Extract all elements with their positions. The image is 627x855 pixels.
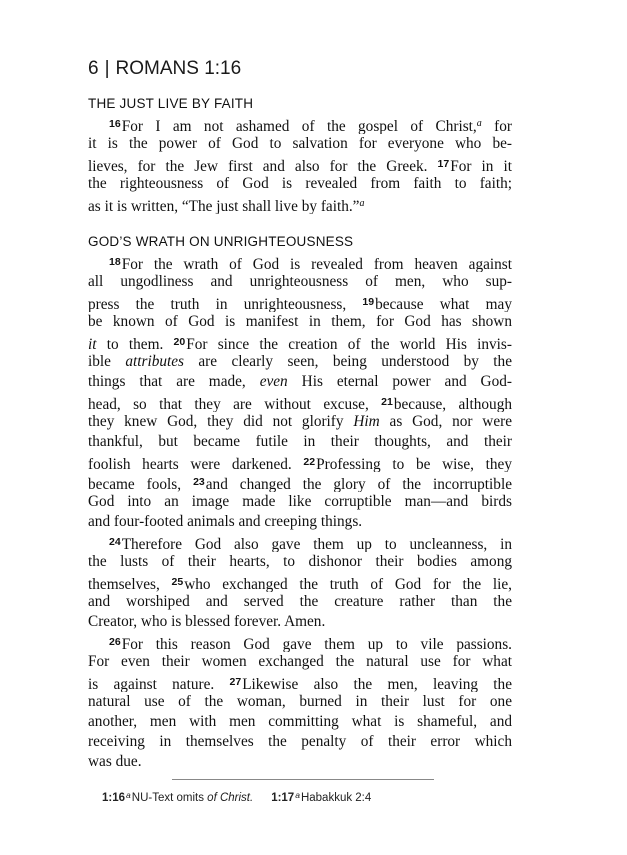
- footnote-mark: a: [126, 790, 131, 800]
- running-head: [88, 58, 241, 80]
- text-line: lieves, for the Jew first and also for the Greek. $^{17}$For in it: [88, 158, 512, 174]
- text-line: it is the power of God to salvation for everyone who be-: [88, 135, 512, 152]
- text-line: they knew God, they did not glorify Him as God, nor were: [88, 413, 512, 430]
- text-line: foolish hearts were darkened. $^{22}$Professing to be wise, they: [88, 456, 512, 472]
- footnotes: [102, 790, 371, 804]
- text-line: and worshiped and served the creature rather than the: [88, 593, 512, 610]
- verse-number: 18: [109, 256, 121, 268]
- section-heading: GOD’S WRATH ON UNRIGHTEOUSNESS: [88, 234, 354, 249]
- text-line: Creator, who is blessed forever. Amen.: [88, 613, 326, 630]
- verse-number: 20: [173, 336, 186, 348]
- separator: |: [104, 58, 110, 79]
- section-gods-wrath: [88, 233, 512, 772]
- text-line: became fools, $^{23}$and changed the glory of the incorruptible: [88, 476, 512, 492]
- text-line: head, so that they are without excuse, $^{21}$because, although: [88, 396, 512, 412]
- footnote-marker: a: [476, 118, 482, 129]
- footnote-marker: a: [359, 198, 365, 209]
- footnote: 1:16$^a$NU-Text omits of Christ.: [102, 790, 254, 804]
- verse-number: 24: [109, 536, 121, 548]
- verse-number: 26: [109, 636, 121, 648]
- text-line: the righteousness of God is revealed from faith to faith;: [88, 175, 512, 192]
- footnote-reference: 1:16: [102, 792, 126, 804]
- text-line: things that are made, even His eternal power and God-: [88, 373, 512, 390]
- text-line: press the truth in unrighteousness, $^{19}$because what may: [88, 296, 512, 312]
- page-number: 6: [88, 58, 99, 79]
- text-line: thankful, but became futile in their thoughts, and their: [88, 433, 512, 450]
- verse-number: 16: [109, 118, 121, 130]
- text-line: and four-footed animals and creeping things.: [88, 513, 363, 530]
- text-line: For even their women exchanged the natural use for what: [88, 653, 512, 670]
- text-line: themselves, $^{25}$who exchanged the truth of God for the lie,: [88, 576, 512, 592]
- verse-number: 17: [437, 158, 450, 170]
- text-line: ible attributes are clearly seen, being understood by the: [88, 353, 512, 370]
- text-line: another, men with men committing what is shameful, and: [88, 713, 512, 730]
- verse-number: 19: [362, 296, 375, 308]
- footnote: 1:17$^a$Habakkuk 2:4: [271, 790, 372, 804]
- text-line: God into an image made like corruptible man—and birds: [88, 493, 512, 510]
- text-line: all ungodliness and unrighteousness of men, who sup-: [88, 273, 512, 290]
- text-line: natural use of the woman, burned in their lust for one: [88, 693, 512, 710]
- text-line: the lusts of their hearts, to dishonor their bodies among: [88, 553, 512, 570]
- footnote-mark: a: [295, 790, 300, 800]
- verse-number: 22: [303, 456, 316, 468]
- verse-number: 23: [193, 476, 205, 488]
- text-line: is against nature. $^{27}$Likewise also the men, leaving the: [88, 676, 512, 692]
- text-line: $^{16}$For I am not ashamed of the gospel of Christ,$^a$ for: [109, 118, 512, 134]
- text-line: $^{26}$For this reason God gave them up to vile passions.: [109, 636, 512, 652]
- section-just-live-by-faith: [88, 95, 512, 214]
- book-chapter-reference: ROMANS 1:16: [115, 58, 242, 79]
- text-line: be known of God is manifest in them, for God has shown: [88, 313, 512, 330]
- section-heading: THE JUST LIVE BY FAITH: [88, 96, 254, 111]
- text-line: receiving in themselves the penalty of their error which: [88, 733, 512, 750]
- text-line: $^{24}$Therefore God also gave them up to uncleanness, in: [109, 536, 512, 552]
- verse-number: 25: [171, 576, 184, 588]
- footnote-divider: [172, 779, 434, 780]
- verse-number: 21: [381, 396, 393, 408]
- verse-number: 27: [229, 676, 242, 688]
- text-line: it to them. $^{20}$For since the creation of the world His invis-: [88, 336, 512, 352]
- text-line: as it is written, “The just shall live by faith.”$^a$: [88, 198, 365, 214]
- text-line: $^{18}$For the wrath of God is revealed from heaven against: [109, 256, 512, 272]
- footnote-reference: 1:17: [271, 792, 295, 804]
- text-line: was due.: [88, 753, 142, 770]
